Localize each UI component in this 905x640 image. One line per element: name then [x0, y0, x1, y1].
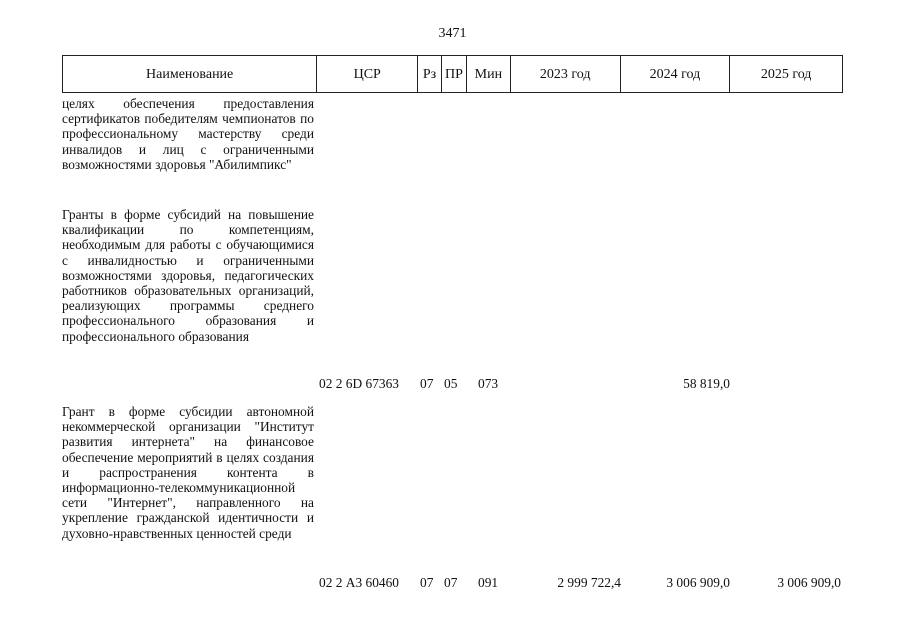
column-header-name: Наименование — [63, 56, 317, 92]
table-row-pr: 07 — [444, 575, 458, 590]
column-header-csr: ЦСР — [317, 56, 418, 92]
table-row-name: целях обеспечения предоставления сертификатов победителям чемпионатов по профессиональному мастерству среди инвалидов и лиц с ограниченными возможностями здоровья "Абилимпикс" — [62, 96, 314, 172]
column-header-pr: ПР — [442, 56, 467, 92]
column-header-2024: 2024 год — [621, 56, 731, 92]
table-row-rz: 07 — [420, 575, 434, 590]
table-row-name: Грант в форме субсидии автономной некоммерческой организации "Институт развития интернета" на финансовое обеспечение мероприятий в целях создания и распространения контента в информационно-телекоммуникационной сети "Интернет", направленного на укрепление гражданской идентичности и духовно-нравственных ценностей среди — [62, 404, 314, 541]
table-row-2025: 3 006 909,0 — [777, 575, 841, 590]
table-row-2024: 58 819,0 — [683, 376, 730, 391]
column-header-2025: 2025 год — [760, 67, 812, 82]
page-number: 3471 — [438, 26, 467, 41]
table-header — [62, 55, 843, 93]
column-header-min: Мин — [467, 56, 511, 92]
column-header-2023: 2023 год — [511, 56, 621, 92]
table-row-2024: 3 006 909,0 — [666, 575, 730, 590]
table-row-pr: 05 — [444, 376, 458, 391]
table-row-min: 091 — [478, 575, 499, 590]
table-row-csr: 02 2 6D 67363 — [319, 376, 399, 391]
table-row-rz: 07 — [420, 376, 434, 391]
table-row-name: Гранты в форме субсидий на повышение квалификации по компетенциям, необходимым для работы с обучающимися с инвалидностью и ограниченными возможностями здоровья, педагогических работников образовательных организаций, реализующих программы среднего профессионального образования и профессионального образования — [62, 207, 314, 344]
table-row-2023: 2 999 722,4 — [557, 575, 621, 590]
column-header-rz: Рз — [418, 56, 442, 92]
table-row-min: 073 — [478, 376, 499, 391]
table-row-csr: 02 2 А3 60460 — [319, 575, 399, 590]
